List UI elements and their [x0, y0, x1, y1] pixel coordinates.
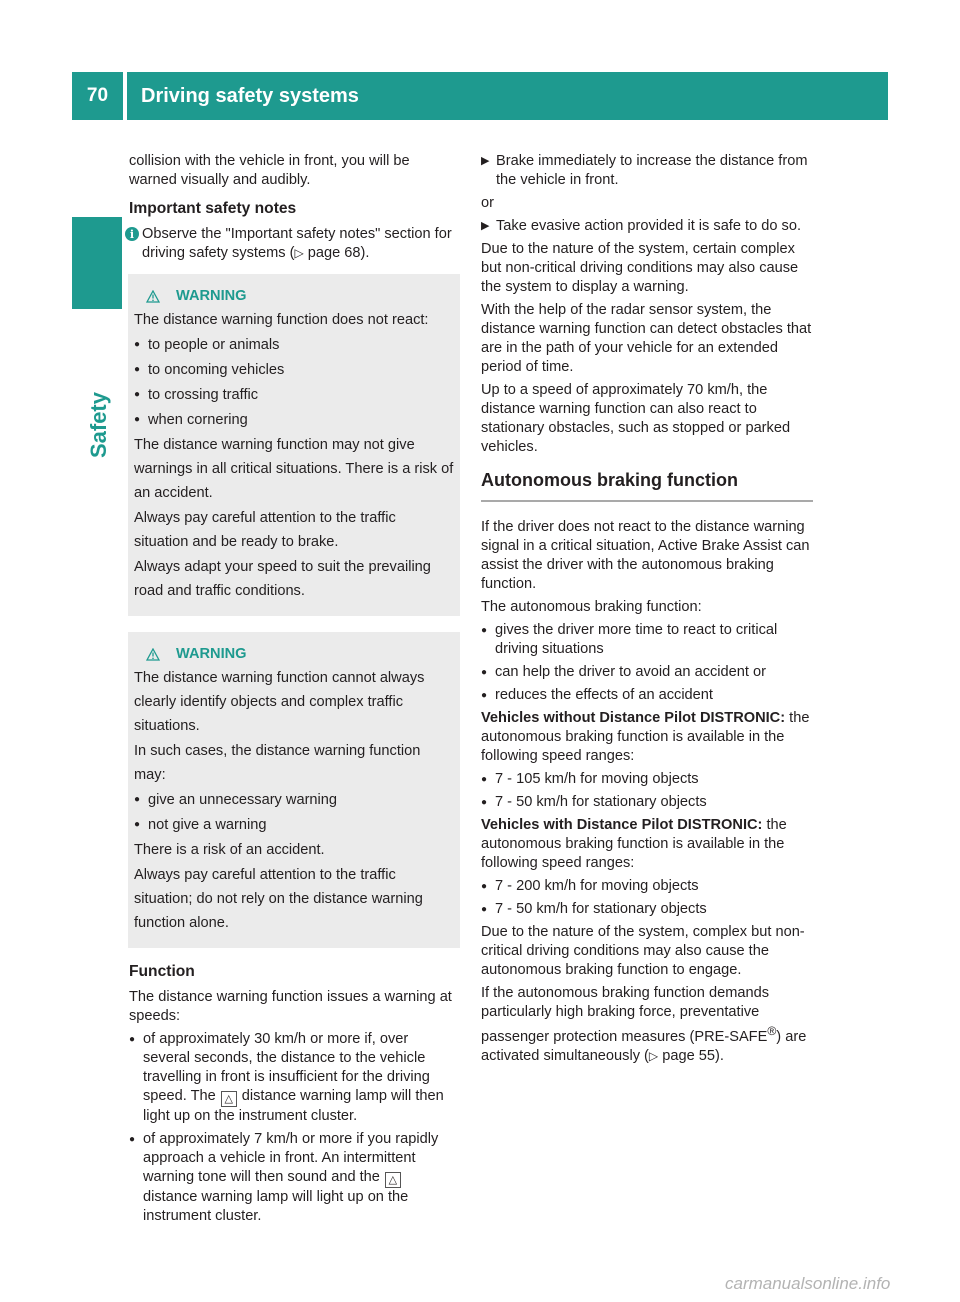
list-item: ● 7 - 50 km/h for stationary objects — [481, 793, 813, 812]
list-item: ● when cornering — [134, 408, 454, 432]
list-item: ● give an unnecessary warning — [134, 788, 454, 812]
warning-title: WARNING — [176, 288, 247, 304]
warning-heading — [146, 284, 454, 308]
func-item2-a: of approximately 7 km/h or more if you rapidly approach a vehicle in front. An intermittent warning tone will then sound and the — [143, 1131, 439, 1185]
body-text: Due to the nature of the system, certain complex but non-critical driving conditions may also cause the system to display a warning. — [481, 241, 799, 295]
list-item: ● not give a warning — [134, 813, 454, 837]
body-text: With the help of the radar sensor system, the distance warning function can detect obstacles that are in the path of your vehicle for an extended period of time. — [481, 302, 812, 375]
distance-warning-lamp-icon: △ — [221, 1091, 237, 1107]
list-item: ● 7 - 200 km/h for moving objects — [481, 877, 813, 896]
list-item: ● 7 - 105 km/h for moving objects — [481, 770, 813, 789]
intro-text: collision with the vehicle in front, you will be warned visually and audibly. — [129, 153, 410, 188]
info-text: Observe the "Important safety notes" section for driving safety systems ( — [142, 226, 452, 261]
list-item: ● can help the driver to avoid an accident or — [481, 663, 813, 682]
step-item: ▶ Brake immediately to increase the distance from the vehicle in front. — [481, 152, 813, 190]
registered-mark: ® — [767, 1024, 777, 1038]
warning-triangle-icon — [146, 290, 160, 303]
warning-title: WARNING — [176, 646, 247, 662]
body-text: Up to a speed of approximately 70 km/h, the distance warning function can also react to stationary obstacles, such as stopped or parked vehicles. — [481, 382, 791, 455]
side-tab-text: Safety — [86, 391, 111, 458]
list-item: ● to crossing traffic — [134, 383, 454, 407]
watermark: carmanualsonline.info — [725, 1274, 891, 1293]
without-distronic-label: Vehicles without Distance Pilot DISTRONIC: — [481, 710, 786, 726]
list-item: ● to people or animals — [134, 333, 454, 357]
right-column — [481, 152, 813, 1070]
page-ref-arrow-icon: ▷ — [294, 246, 304, 260]
warning-box-1 — [128, 274, 460, 616]
page-number: 70 — [72, 72, 123, 120]
step-item: ▶ Take evasive action provided it is safe to do so. — [481, 217, 813, 236]
warning-box-2 — [128, 632, 460, 948]
list-item: ● to oncoming vehicles — [134, 358, 454, 382]
side-tab-marker — [72, 217, 122, 309]
left-column — [129, 152, 459, 1230]
warning-text: There is a risk of an accident. — [134, 842, 325, 858]
pre-safe-text: If the autonomous braking function demands particularly high braking force, preventative passenger protection measures (PRE-SAFE — [481, 985, 770, 1045]
section-title — [127, 72, 888, 120]
func-item1-b: distance warning lamp will then light up on the instrument cluster. — [143, 1088, 444, 1124]
important-heading: Important safety notes — [129, 200, 297, 217]
warning-text: In such cases, the distance warning function may: — [134, 743, 421, 783]
body-text: The autonomous braking function: — [481, 599, 702, 615]
info-note — [129, 225, 459, 263]
list-item: ● gives the driver more time to react to critical driving situations — [481, 621, 813, 659]
list-item: ● reduces the effects of an accident — [481, 686, 813, 705]
warning-text: The distance warning function may not give warnings in all critical situations. There is a risk of an accident. — [134, 437, 454, 501]
body-text — [481, 816, 813, 873]
body-text — [481, 984, 813, 1066]
list-item — [129, 1130, 459, 1226]
without-distronic-text: the autonomous braking function is available in the following speed ranges: — [481, 710, 810, 764]
autonomous-braking-heading: Autonomous braking function — [481, 471, 813, 502]
warning-text: Always adapt your speed to suit the prevailing road and traffic conditions. — [134, 559, 431, 599]
body-text: Due to the nature of the system, complex but non-critical driving conditions may also cause the autonomous braking function to engage. — [481, 924, 805, 978]
or-text: or — [481, 195, 494, 211]
page-ref-arrow-icon: ▷ — [648, 1048, 659, 1063]
side-tab-label — [71, 318, 127, 458]
body-text: If the driver does not react to the distance warning signal in a critical situation, Active Brake Assist can assist the driver with the autonomous braking function. — [481, 519, 810, 592]
list-item: ● 7 - 50 km/h for stationary objects — [481, 900, 813, 919]
pre-safe-page-ref[interactable]: page 55). — [662, 1047, 724, 1064]
body-text — [481, 709, 813, 766]
with-distronic-label: Vehicles with Distance Pilot DISTRONIC: — [481, 817, 763, 833]
warning-triangle-icon — [146, 648, 160, 661]
section-title-text: Driving safety systems — [141, 84, 359, 107]
function-lead: The distance warning function issues a warning at speeds: — [129, 989, 452, 1024]
function-heading: Function — [129, 963, 195, 980]
info-page-ref[interactable]: page 68). — [307, 245, 370, 261]
warning-lead: The distance warning function does not react: — [134, 312, 429, 328]
list-item — [129, 1030, 459, 1126]
warning-text: Always pay careful attention to the traffic situation; do not rely on the distance warning function alone. — [134, 867, 423, 931]
warning-lead: The distance warning function cannot always clearly identify objects and complex traffic situations. — [134, 670, 425, 734]
func-item1-a: of approximately 30 km/h or more if, over several seconds, the distance to the vehicle travelling in front is insufficient for the driving speed. The — [143, 1031, 430, 1104]
pre-safe-text-2: ) are activated simultaneously ( — [481, 1028, 807, 1064]
info-icon: i — [125, 227, 139, 241]
warning-heading — [146, 642, 454, 666]
with-distronic-text: the autonomous braking function is available in the following speed ranges: — [481, 817, 787, 871]
warning-text: Always pay careful attention to the traffic situation and be ready to brake. — [134, 510, 396, 550]
distance-warning-lamp-icon: △ — [385, 1172, 401, 1188]
func-item2-b: distance warning lamp will light up on the instrument cluster. — [143, 1189, 409, 1224]
